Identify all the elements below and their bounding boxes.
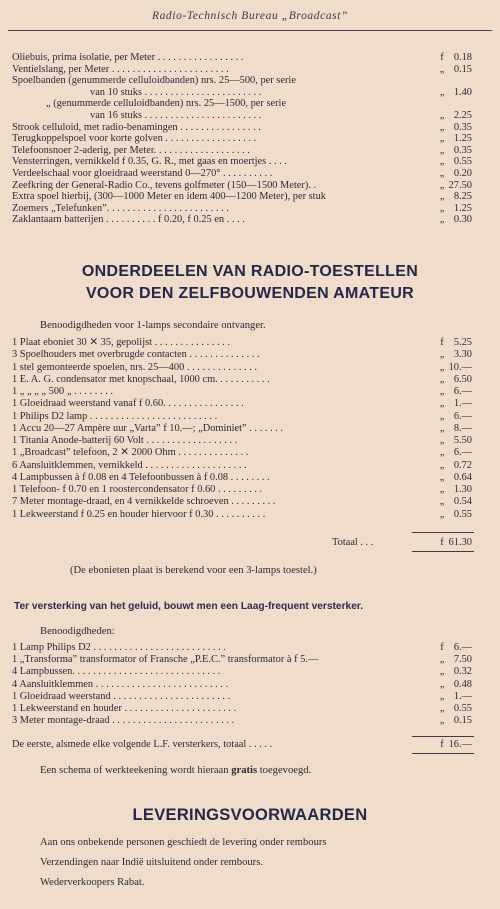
item-label: 1 Gloeidraad weerstand . . . . . . . . . . . . . . . . . . . . . . . (12, 690, 231, 702)
price-row (12, 654, 490, 666)
item-price: 10.— (448, 361, 472, 373)
section1-title-line2: VOOR DEN ZELFBOUWENDEN AMATEUR (85, 285, 415, 302)
item-currency: „ (439, 496, 445, 508)
item-currency: „ (439, 715, 445, 727)
price-row (12, 496, 490, 508)
price-row (12, 386, 490, 398)
item-price: 6.— (453, 447, 472, 459)
price-row (12, 642, 490, 654)
item-currency: „ (439, 678, 445, 690)
item-price: 1.— (453, 690, 472, 702)
section2-total-underline (412, 753, 474, 754)
price-row (12, 484, 490, 496)
price-row (12, 64, 490, 76)
item-currency: „ (439, 435, 445, 446)
section2-note-bold: gratis (231, 765, 258, 776)
item-currency: f (440, 337, 444, 348)
price-row (12, 349, 490, 361)
section2-title: Ter versterking van het geluid, bouwt men een Laag-frequent versterker. (14, 601, 364, 612)
section1-note: (De ebonieten plaat is berekend voor een 3-lamps toestel.) (70, 565, 317, 576)
item-label: Terugkoppelspoel voor korte golven . . . . . . . . . . . . . . . . . . (12, 133, 257, 145)
item-currency: „ (439, 63, 445, 75)
item-price: 6.— (453, 642, 472, 653)
item-label: van 16 stuks . . . . . . . . . . . . . . . . . . . . . . . (90, 110, 262, 121)
price-row (12, 203, 490, 215)
item-label: „ (genummerde celluloidbanden) nrs. 25—1500, per serie (46, 98, 287, 110)
item-price: 7.50 (453, 654, 472, 666)
section2-total-rule (412, 736, 474, 737)
item-label: Strook celluloid, met radio-benamingen . . . . . . . . . . . . . . . . (12, 121, 261, 133)
item-label: 1 Lamp Philips D2 . . . . . . . . . . . . . . . . . . . . . . . . . . (12, 642, 226, 653)
item-currency: f (440, 52, 444, 63)
price-row (12, 168, 490, 180)
item-currency: „ (439, 168, 445, 179)
price-row (12, 715, 490, 727)
item-currency: „ (439, 202, 445, 214)
item-price: 0.54 (453, 496, 472, 508)
item-price: 0.48 (453, 678, 472, 690)
section1-total-underline (412, 551, 474, 552)
item-label: 1 Lekweerstand en houder . . . . . . . . . . . . . . . . . . . . . . (12, 703, 237, 714)
item-currency: „ (439, 666, 445, 678)
page-header: Radio-Technisch Bureau „Broadcast” (151, 10, 349, 22)
section2-intro: Benoodigdheden: (40, 626, 115, 637)
item-label: Oliebuis, prima isolatie, per Meter . . . . . . . . . . . . . . . . . (12, 52, 244, 63)
item-label: 4 Aansluitklemmen . . . . . . . . . . . . . . . . . . . . . . . . . . (12, 678, 229, 690)
item-label: 1 „Broadcast” telefoon, 2 ✕ 2000 Ohm . . . . . . . . . . . . . . (12, 447, 249, 459)
price-row (12, 703, 490, 715)
item-label: Zoemers „Telefunken”. . . . . . . . . . . . . . . . . . . . . . . . (12, 202, 229, 214)
item-price: 0.35 (453, 121, 472, 133)
item-label: 1 Gloeidraad weerstand vanaf f 0.60. . . . . . . . . . . . . . . . (12, 398, 244, 410)
item-currency: „ (439, 422, 445, 434)
item-label: van 10 stuks . . . . . . . . . . . . . . . . . . . . . . . (90, 86, 262, 98)
price-row (12, 110, 490, 122)
price-row (12, 156, 490, 168)
section1-total-row (12, 537, 490, 549)
section2-note (40, 765, 311, 776)
price-row (12, 691, 490, 703)
item-currency: „ (439, 373, 445, 385)
price-row (12, 191, 490, 203)
price-row (12, 460, 490, 472)
price-row (12, 337, 490, 349)
price-row (12, 122, 490, 134)
item-price: 0.55 (453, 703, 472, 714)
item-currency: „ (439, 361, 445, 373)
item-price: 8.— (453, 422, 472, 434)
price-row (12, 435, 490, 447)
item-price: 0.30 (453, 214, 472, 226)
section1-total-label: Totaal . . . (332, 537, 374, 548)
item-currency: „ (439, 110, 445, 121)
item-price: 0.72 (453, 459, 472, 471)
item-label: Verdeelschaal voor gloeidraad weerstand 0—270° . . . . . . . . . . (12, 168, 273, 179)
item-price: 0.18 (453, 52, 472, 63)
item-label: 7 Meter montage-draad, en 4 vernikkelde schroeven . . . . . . . . . (12, 496, 276, 508)
price-row (12, 98, 490, 110)
price-row (12, 679, 490, 691)
section2-total-label: De eerste, alsmede elke volgende L.F. versterkers, totaal . . . . . (12, 739, 273, 750)
item-label: Spoelbanden (genummerde celluloidbanden) nrs. 25—500, per serie (12, 75, 296, 87)
item-currency: „ (439, 144, 445, 156)
item-label: 1 Plaat eboniet 30 ✕ 35, gepolijst . . . . . . . . . . . . . . . (12, 337, 230, 348)
item-price: 1.40 (453, 86, 472, 98)
item-currency: „ (439, 410, 445, 422)
item-price: 6.— (453, 386, 472, 397)
item-price: 1.— (453, 398, 472, 410)
item-currency: „ (439, 191, 445, 203)
item-price: 0.32 (453, 666, 472, 678)
price-row (12, 214, 490, 226)
item-currency: „ (439, 133, 445, 145)
item-currency: „ (439, 508, 445, 520)
section2-total-row (12, 739, 490, 751)
item-price: 1.30 (453, 484, 472, 495)
section3-title: LEVERINGSVOORWAARDEN (132, 806, 368, 824)
price-row (12, 411, 490, 423)
item-label: 1 Lekweerstand f 0.25 en houder hiervoor f 0.30 . . . . . . . . . . (12, 508, 266, 520)
item-label: 1 Titania Anode-batterij 60 Volt . . . . . . . . . . . . . . . . . . (12, 435, 238, 446)
section1-total-currency: f (440, 537, 444, 548)
item-label: Zaklantaarn batterijen . . . . . . . . . . f 0.20, f 0.25 en . . . . (12, 214, 245, 226)
price-row (12, 145, 490, 157)
item-price: 0.64 (453, 471, 472, 483)
header-rule (8, 30, 492, 31)
item-price: 5.50 (453, 435, 472, 446)
section1-intro: Benoodigdheden voor 1-lamps secondaire ontvanger. (40, 320, 266, 331)
price-row (12, 509, 490, 521)
section2-note-post: toegevoegd. (257, 765, 312, 776)
price-row (12, 362, 490, 374)
conditions-line-2: Verzendingen naar Indië uitsluitend onder rembours. (40, 857, 263, 868)
item-price: 0.15 (453, 63, 472, 75)
item-price: 0.55 (453, 508, 472, 520)
item-currency: „ (439, 703, 445, 714)
item-currency: „ (439, 459, 445, 471)
price-row (12, 133, 490, 145)
item-currency: „ (439, 214, 445, 226)
item-price: 1.25 (453, 202, 472, 214)
item-label: 4 Lampbussen à f 0.08 en 4 Telefoonbussen à f 0.08 . . . . . . . . (12, 471, 270, 483)
section1-title-line1: ONDERDEELEN VAN RADIO-TOESTELLEN (81, 263, 419, 280)
item-label: 1 „ „ „ „ 500 „ . . . . . . . . (12, 386, 113, 397)
item-label: Ventielslang, per Meter . . . . . . . . . . . . . . . . . . . . . . . (12, 63, 229, 75)
section2-total-value: 16.— (448, 739, 472, 750)
item-label: 3 Spoelhouders met overbrugde contacten . . . . . . . . . . . . . . (12, 349, 260, 361)
item-currency: „ (439, 349, 445, 361)
price-row (12, 423, 490, 435)
section2-total-currency: f (440, 739, 444, 750)
price-row (12, 472, 490, 484)
price-row (12, 87, 490, 99)
item-price: 1.25 (453, 133, 472, 145)
item-currency: „ (439, 690, 445, 702)
item-price: 0.20 (453, 168, 472, 179)
item-label: 1 stel gemonteerde spoelen, nrs. 25—400 . . . . . . . . . . . . . . (12, 361, 258, 373)
item-label: 1 „Transforma” transformator of Fransche „P.E.C.” transformator à f 5.— (12, 654, 319, 666)
item-price: 6.— (453, 410, 472, 422)
item-price: 27.50 (448, 179, 472, 191)
item-label: 1 E. A. G. condensator met knopschaal, 1000 cm. . . . . . . . . . . (12, 373, 270, 385)
item-currency: f (440, 642, 444, 653)
item-price: 2.25 (453, 110, 472, 121)
item-currency: „ (439, 484, 445, 495)
item-label: 1 Telefoon- f 0.70 en 1 roostercondensator f 0.60 . . . . . . . . . (12, 484, 263, 495)
item-label: Vensterringen, vernikkeld f 0.35, G. R., met gaas en moertjes . . . . (12, 156, 287, 168)
item-label: 1 Philips D2 lamp . . . . . . . . . . . . . . . . . . . . . . . . . (12, 410, 218, 422)
section1-total-value: 61.30 (448, 537, 472, 548)
item-currency: „ (439, 654, 445, 666)
price-row (12, 374, 490, 386)
item-currency: „ (439, 86, 445, 98)
price-row (12, 398, 490, 410)
item-price: 5.25 (453, 337, 472, 348)
item-price: 0.35 (453, 144, 472, 156)
item-currency: „ (439, 156, 445, 168)
item-currency: „ (439, 121, 445, 133)
price-row (12, 447, 490, 459)
item-price: 6.50 (453, 373, 472, 385)
item-label: 6 Aansluitklemmen, vernikkeld . . . . . . . . . . . . . . . . . . . . (12, 459, 247, 471)
item-price: 8.25 (453, 191, 472, 203)
item-label: 4 Lampbussen. . . . . . . . . . . . . . . . . . . . . . . . . . . . . (12, 666, 221, 678)
conditions-line-3: Wederverkoopers Rabat. (40, 877, 145, 888)
section1-total-rule (412, 532, 474, 533)
item-currency: „ (439, 179, 445, 191)
item-label: 3 Meter montage-draad . . . . . . . . . . . . . . . . . . . . . . . . (12, 715, 235, 727)
item-currency: „ (439, 386, 445, 397)
item-price: 0.55 (453, 156, 472, 168)
item-price: 0.15 (453, 715, 472, 727)
price-row (12, 180, 490, 192)
item-currency: „ (439, 398, 445, 410)
price-row (12, 666, 490, 678)
item-currency: „ (439, 447, 445, 459)
section2-note-pre: Een schema of werkteekening wordt hieraan (40, 765, 232, 776)
conditions-line-1: Aan ons onbekende personen geschiedt de levering onder rembours (40, 837, 327, 848)
item-label: 1 Accu 20—27 Ampère uur „Varta” f 10.—; „Dominiet” . . . . . . . (12, 422, 283, 434)
item-currency: „ (439, 471, 445, 483)
item-label: Zeefkring der General-Radio Co., tevens golfmeter (150—1500 Meter). . (12, 179, 317, 191)
item-label: Telefoonsnoer 2-aderig, per Meter. . . . . . . . . . . . . . . . . . . (12, 144, 250, 156)
item-price: 3.30 (453, 349, 472, 361)
price-row (12, 75, 490, 87)
price-row (12, 52, 490, 64)
item-label: Extra spoel hierbij, (300—1000 Meter en idem 400—1200 Meter), per stuk (12, 191, 326, 203)
